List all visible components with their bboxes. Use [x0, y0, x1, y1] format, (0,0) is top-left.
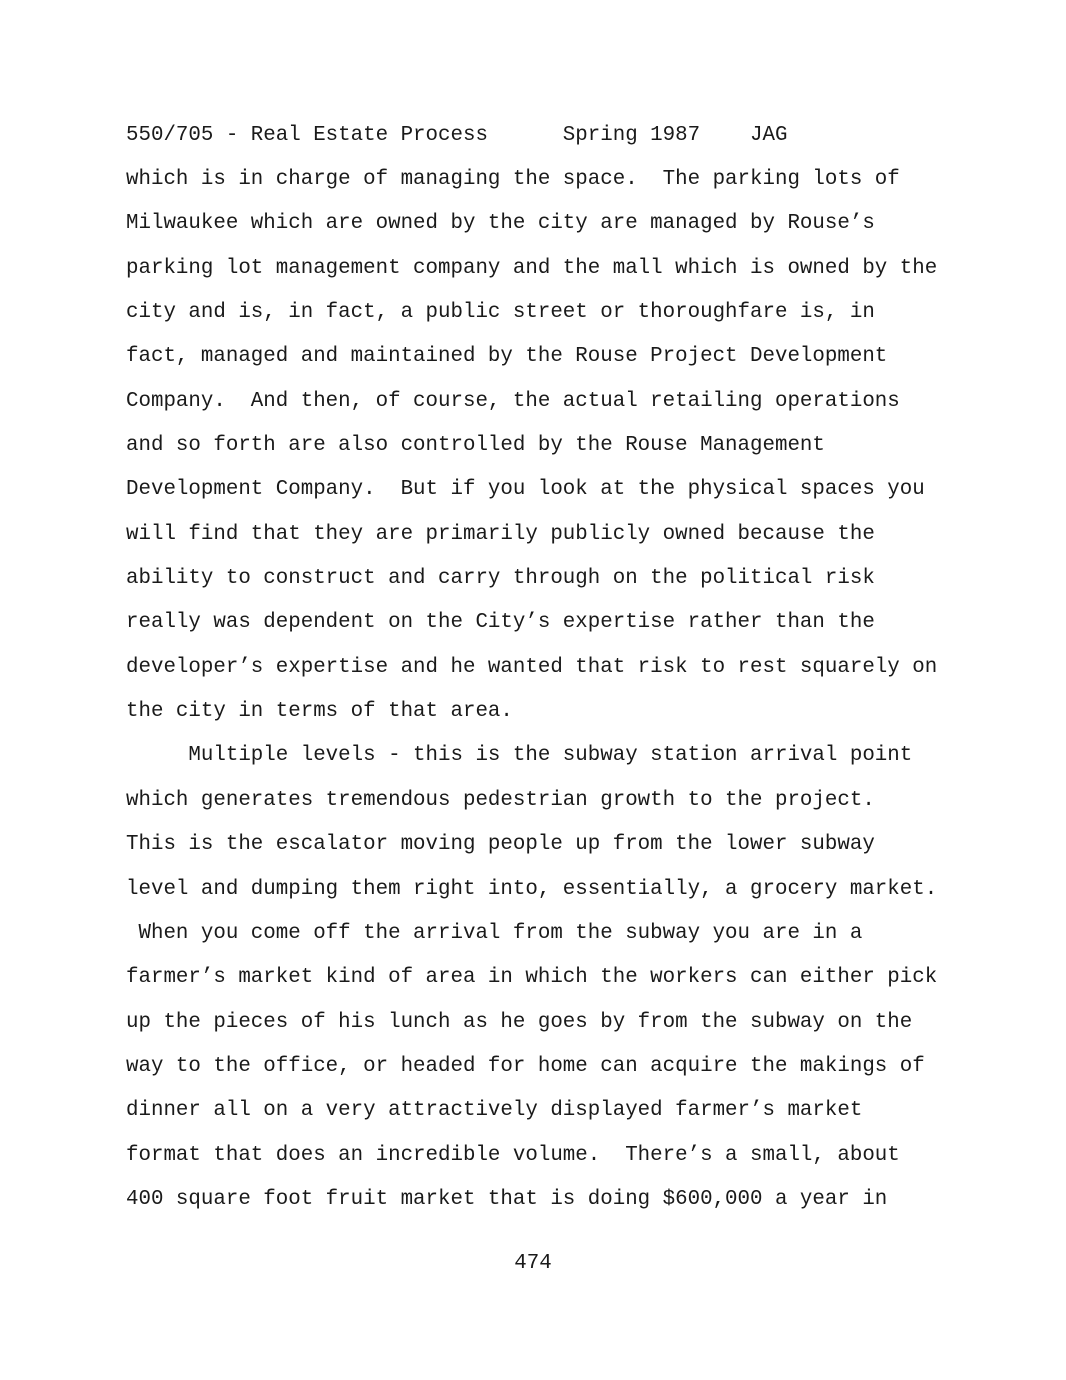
text-line: Milwaukee which are owned by the city are managed by Rouse’s — [126, 212, 875, 236]
text-line: fact, managed and maintained by the Rouse Project Development — [126, 345, 888, 369]
text-line: dinner all on a very attractively displayed farmer’s market — [126, 1099, 863, 1123]
page-number: 474 — [514, 1252, 552, 1275]
text-line: Multiple levels - this is the subway station arrival point — [126, 744, 913, 768]
text-line: really was dependent on the City’s expertise rather than the — [126, 611, 875, 635]
text-line: the city in terms of that area. — [126, 700, 513, 724]
text-line: which is in charge of managing the space. The parking lots of — [126, 168, 900, 191]
text-line: up the pieces of his lunch as he goes by from the subway on the — [126, 1010, 913, 1034]
text-line: will find that they are primarily publicly owned because the — [126, 522, 875, 546]
text-line: This is the escalator moving people up from the lower subway — [126, 833, 875, 857]
text-line: developer’s expertise and he wanted that risk to rest squarely on — [126, 655, 938, 679]
text-line: way to the office, or headed for home can acquire the makings of — [126, 1054, 925, 1078]
text-line: 400 square foot fruit market that is doing $600,000 a year in — [126, 1187, 888, 1211]
text-line: When you come off the arrival from the subway you are in a — [126, 921, 863, 945]
text-line: and so forth are also controlled by the Rouse Management — [126, 434, 825, 458]
text-line: ability to construct and carry through on the political risk — [126, 567, 875, 591]
body-text — [126, 166, 937, 1230]
text-line: parking lot management company and the mall which is owned by the — [126, 256, 938, 280]
page-header: 550/705 - Real Estate Process Spring 1987 JAG — [126, 124, 788, 147]
text-line: which generates tremendous pedestrian growth to the project. — [126, 788, 875, 812]
text-line: farmer’s market kind of area in which the workers can either pick — [126, 966, 938, 990]
text-line: Development Company. But if you look at the physical spaces you — [126, 478, 925, 502]
text-line: level and dumping them right into, essentially, a grocery market. — [126, 877, 938, 901]
text-line: format that does an incredible volume. There’s a small, about — [126, 1143, 900, 1167]
text-line: city and is, in fact, a public street or thoroughfare is, in — [126, 301, 875, 325]
text-line: Company. And then, of course, the actual retailing operations — [126, 389, 900, 413]
